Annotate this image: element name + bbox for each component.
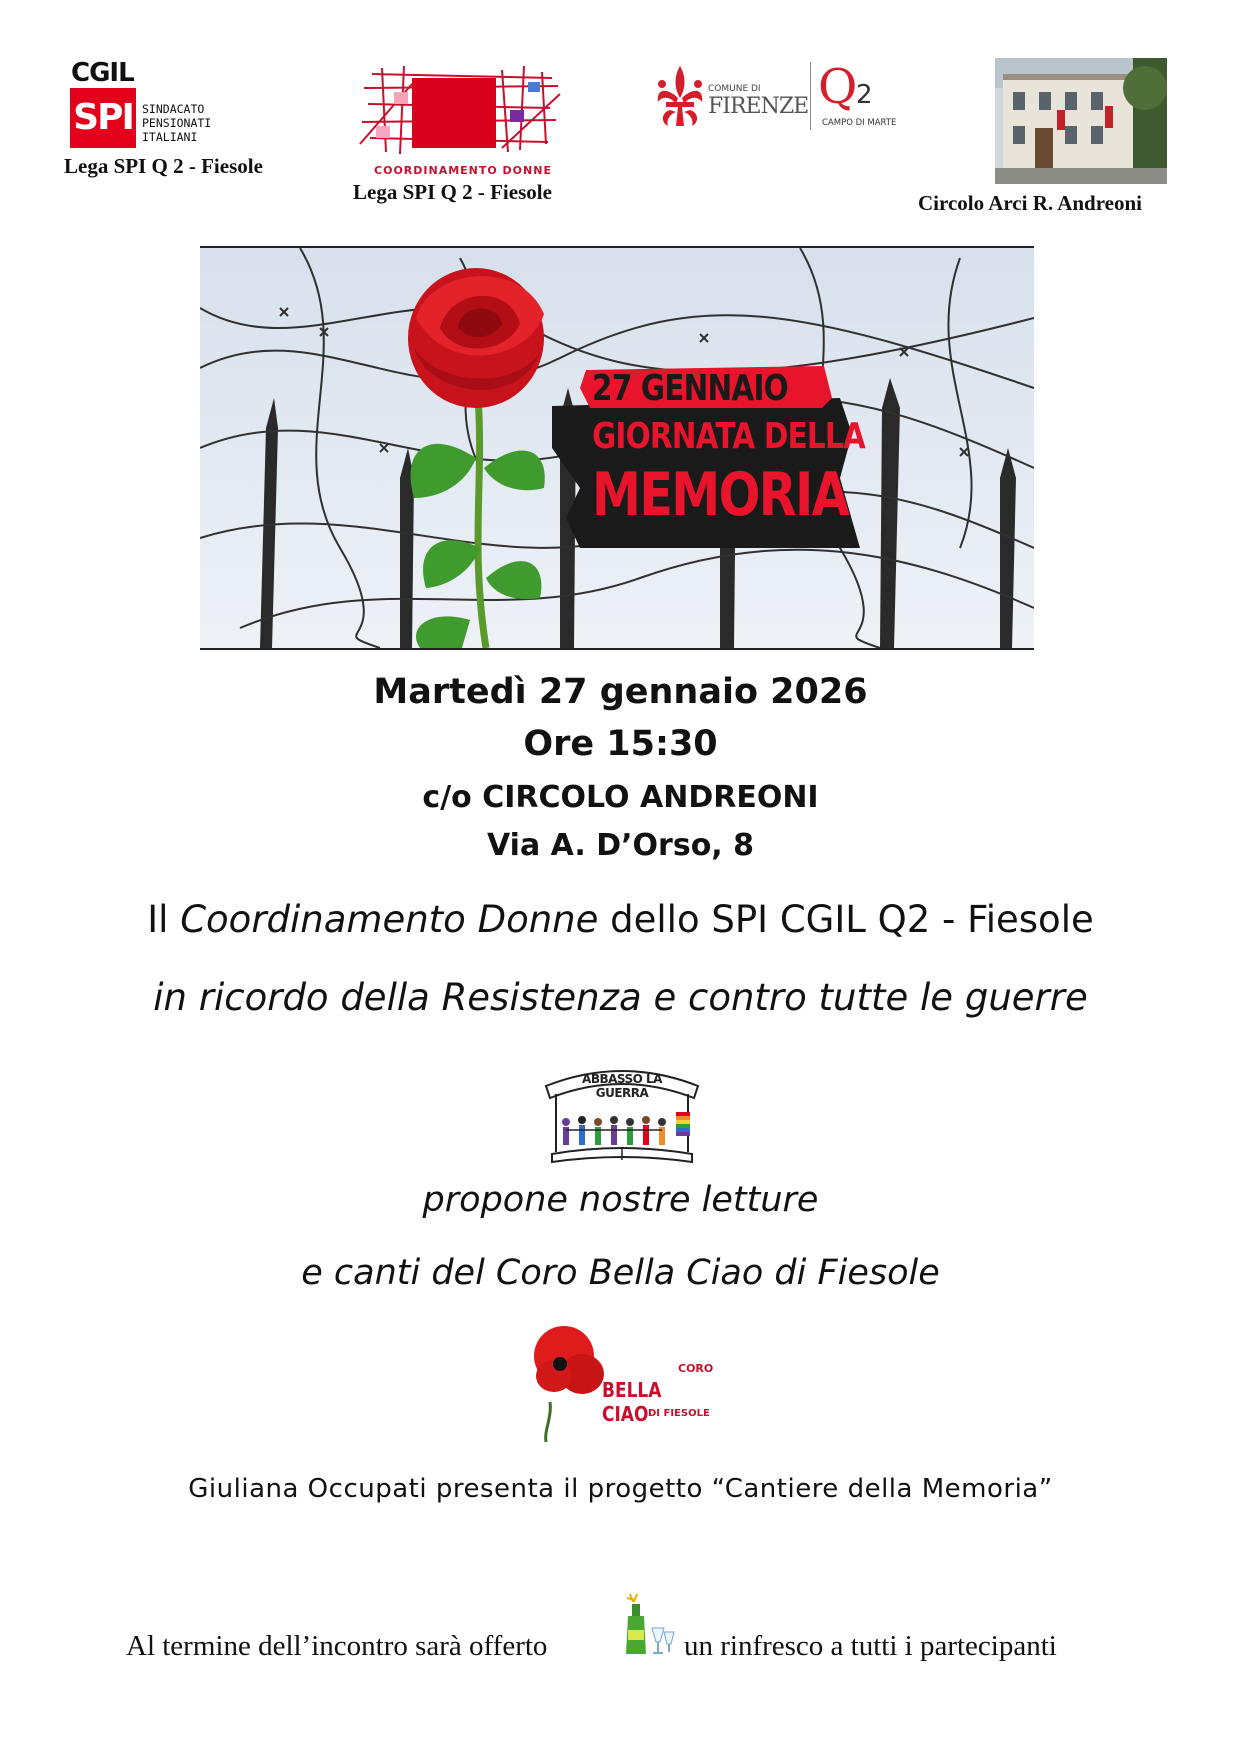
abbasso-la-guerra-logo [538, 1056, 706, 1170]
organizer-name: Coordinamento Donne [180, 898, 599, 941]
q2-letter: Q [818, 59, 858, 115]
coro-place-text: DI FIESOLE [648, 1408, 710, 1419]
choir-line: e canti del Coro Bella Ciao di Fiesole [301, 1253, 940, 1293]
coro-small-text: CORO [678, 1362, 714, 1375]
organizer-prefix: Il [147, 898, 181, 941]
cgil-text: CGIL [71, 58, 134, 88]
circolo-building-photo [995, 58, 1167, 184]
spi-side-line-2: PENSIONATI [142, 116, 212, 130]
remembrance-line: in ricordo della Resistenza e contro tutte le guerre [153, 976, 1088, 1019]
q2-number: 2 [856, 80, 873, 110]
banner-line-2: GIORNATA DELLA [592, 416, 865, 457]
footer-text-start: Al termine dell’incontro sarà offerto [126, 1630, 548, 1662]
coordinamento-donne-logo [352, 64, 568, 177]
campo-di-marte-text: CAMPO DI MARTE [822, 118, 897, 128]
readings-line: propone nostre letture [422, 1180, 819, 1220]
spi-text: SPI [73, 97, 133, 138]
people-figures [562, 1116, 666, 1145]
cgil-caption: Lega SPI Q 2 - Fiesole [64, 154, 263, 178]
event-time: Ore 15:30 [523, 724, 718, 764]
spi-red-block [70, 88, 136, 148]
giornata-memoria-banner [200, 246, 1034, 650]
coordinamento-caption: Lega SPI Q 2 - Fiesole [353, 180, 552, 204]
organizer-suffix: dello SPI CGIL Q2 - Fiesole [598, 898, 1094, 941]
bottle-glasses-icon [618, 1592, 678, 1660]
coro-bella-ciao-logo [530, 1322, 714, 1442]
cantiere-memoria-line: Giuliana Occupati presenta il progetto “Cantiere della Memoria” [188, 1474, 1053, 1504]
abbasso-label: ABBASSO LA GUERRA [582, 1072, 662, 1100]
coordinamento-grid-icon [352, 64, 568, 160]
comune-divider [810, 62, 811, 130]
event-venue: c/o CIRCOLO ANDREONI [422, 780, 819, 815]
rose-flower [408, 268, 544, 408]
banner-line-1: 27 GENNAIO [592, 368, 788, 409]
event-address: Via A. D’Orso, 8 [486, 828, 755, 863]
comune-small-text: COMUNE DI [708, 84, 761, 94]
comune-firenze-logo [650, 60, 910, 134]
comune-city-text: FIRENZE [708, 94, 809, 119]
building-image [995, 58, 1167, 184]
spi-side-line-1: SINDACATO [142, 102, 205, 116]
banner-line-3: MEMORIA [592, 460, 849, 530]
spi-side-line-3: ITALIANI [142, 130, 198, 144]
rainbow-flag-icon [676, 1112, 690, 1136]
giglio-icon [652, 62, 708, 130]
organizer-line [0, 898, 1241, 941]
spi-side-text [142, 102, 211, 144]
coordinamento-label: COORDINAMENTO DONNE [374, 164, 552, 177]
event-date: Martedì 27 gennaio 2026 [373, 672, 868, 712]
coro-name-text: BELLA CIAO [602, 1378, 662, 1426]
footer-text-end: un rinfresco a tutti i partecipanti [684, 1630, 1057, 1662]
cgil-spi-logo [68, 58, 228, 154]
circolo-caption: Circolo Arci R. Andreoni [918, 191, 1143, 215]
